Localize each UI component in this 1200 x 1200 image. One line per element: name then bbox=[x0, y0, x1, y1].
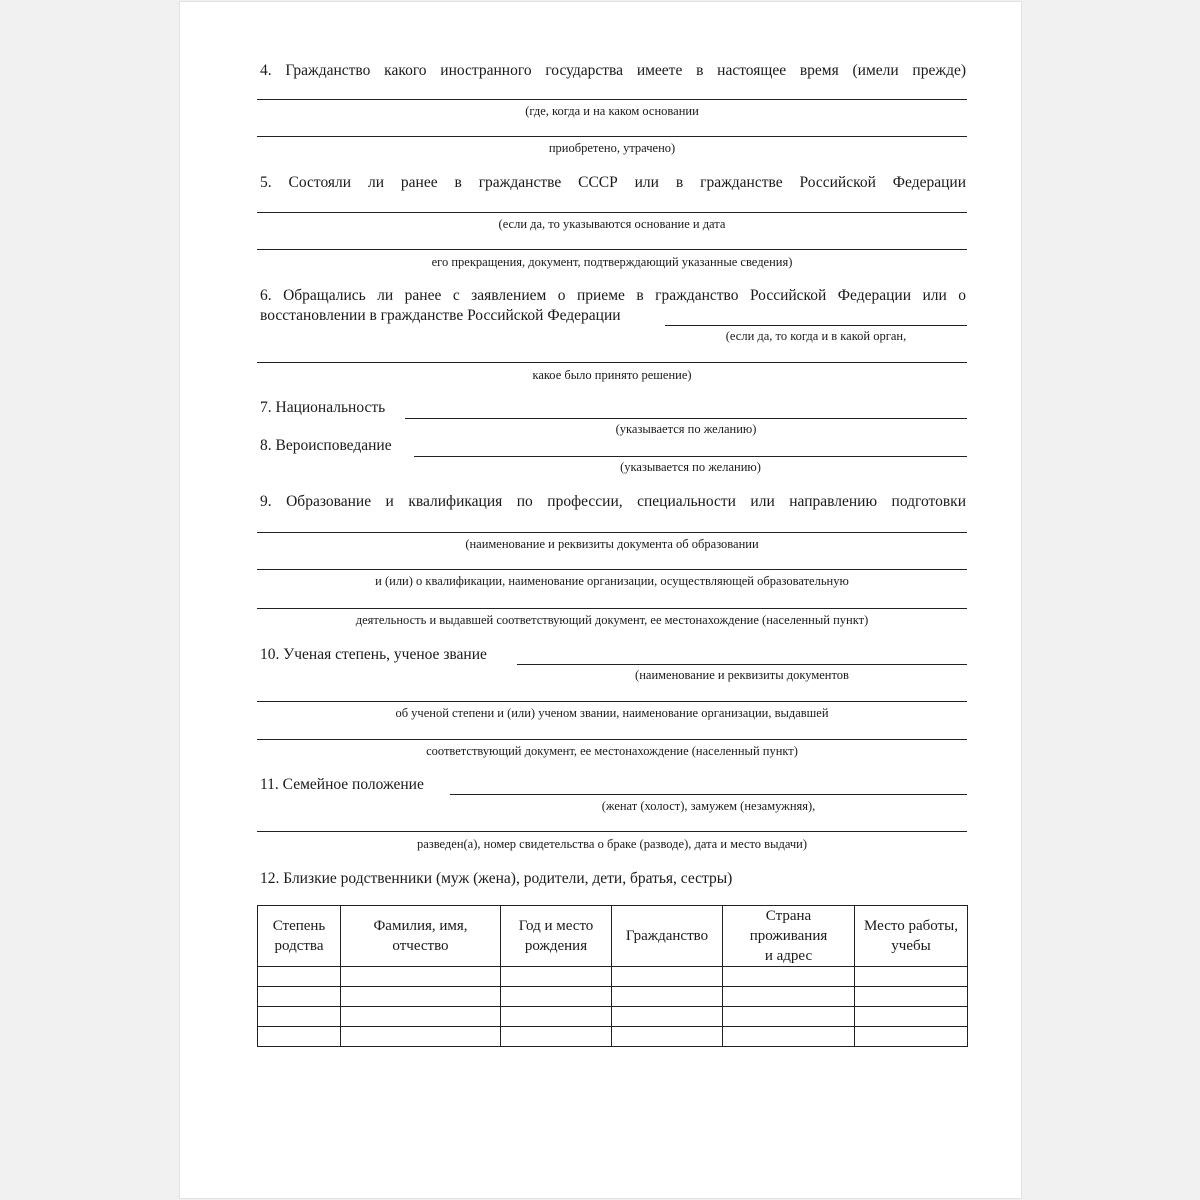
q5-answer-line-2[interactable] bbox=[257, 249, 967, 250]
table-cell[interactable] bbox=[501, 967, 612, 987]
col-header-residence-line-3: и адрес bbox=[764, 948, 813, 964]
table-row bbox=[258, 987, 968, 1007]
table-cell[interactable] bbox=[723, 1007, 855, 1027]
q10-answer-line-2[interactable] bbox=[257, 701, 967, 702]
q10-answer-line-3[interactable] bbox=[257, 739, 967, 740]
col-header-birth-line-1: Год и место bbox=[518, 918, 594, 934]
table-cell[interactable] bbox=[855, 967, 968, 987]
q7-hint: (указывается по желанию) bbox=[615, 422, 757, 436]
col-header-citizenship-line-1: Гражданство bbox=[625, 928, 709, 944]
q5-hint-1: (если да, то указываются основание и дата bbox=[498, 217, 726, 231]
col-header-residence-line-2: проживания bbox=[749, 928, 828, 944]
q9-answer-line-2[interactable] bbox=[257, 569, 967, 570]
table-cell[interactable] bbox=[612, 1007, 723, 1027]
q10-hint-3: соответствующий документ, ее местонахождение (населенный пункт) bbox=[426, 744, 798, 758]
table-cell[interactable] bbox=[341, 987, 501, 1007]
q9-answer-line-3[interactable] bbox=[257, 608, 967, 609]
col-header-birth bbox=[501, 906, 612, 967]
relatives-table bbox=[257, 905, 968, 1047]
q11-answer-line-2[interactable] bbox=[257, 831, 967, 832]
table-cell[interactable] bbox=[723, 987, 855, 1007]
table-cell[interactable] bbox=[612, 1027, 723, 1047]
q8-label: 8. Вероисповедание bbox=[260, 437, 392, 454]
table-cell[interactable] bbox=[501, 1027, 612, 1047]
q5-answer-line-1[interactable] bbox=[257, 212, 967, 213]
table-cell[interactable] bbox=[855, 987, 968, 1007]
col-header-full-name bbox=[341, 906, 501, 967]
q7-label: 7. Национальность bbox=[260, 399, 386, 416]
relatives-table-header-row bbox=[258, 906, 968, 967]
col-header-birth-line-2: рождения bbox=[524, 938, 588, 954]
col-header-citizenship bbox=[612, 906, 723, 967]
q10-hint-2: об ученой степени и (или) ученом звании, наименование организации, выдавшей bbox=[395, 706, 829, 720]
col-header-degree-line-2: родства bbox=[274, 938, 324, 954]
table-cell[interactable] bbox=[855, 1027, 968, 1047]
table-cell[interactable] bbox=[723, 967, 855, 987]
q10-label: 10. Ученая степень, ученое звание bbox=[260, 646, 487, 663]
q6-label-line-1: 6. Обращались ли ранее с заявлением о приеме в гражданство Российской Федерации или о bbox=[260, 287, 966, 304]
q6-hint-2: какое было принято решение) bbox=[532, 368, 692, 382]
col-header-work-study-line-2: учебы bbox=[891, 938, 931, 954]
table-cell[interactable] bbox=[612, 987, 723, 1007]
q9-label: 9. Образование и квалификация по профессии, специальности или направлению подготовки bbox=[260, 493, 966, 510]
table-cell[interactable] bbox=[258, 967, 341, 987]
q10-answer-line-1[interactable] bbox=[517, 664, 967, 665]
col-header-work-study bbox=[855, 906, 968, 967]
table-cell[interactable] bbox=[855, 1007, 968, 1027]
table-cell[interactable] bbox=[723, 1027, 855, 1047]
q11-hint-2: разведен(а), номер свидетельства о браке (разводе), дата и место выдачи) bbox=[416, 837, 808, 851]
col-header-residence bbox=[723, 906, 855, 967]
table-cell[interactable] bbox=[501, 987, 612, 1007]
col-header-degree-line-1: Степень bbox=[272, 918, 326, 934]
table-cell[interactable] bbox=[258, 1027, 341, 1047]
table-cell[interactable] bbox=[341, 967, 501, 987]
q7-answer-line[interactable] bbox=[405, 418, 967, 419]
q11-hint-1: (женат (холост), замужем (незамужняя), bbox=[601, 799, 816, 813]
q11-label: 11. Семейное положение bbox=[260, 776, 424, 793]
q12-label: 12. Близкие родственники (муж (жена), родители, дети, братья, сестры) bbox=[260, 870, 733, 887]
q4-hint-1: (где, когда и на каком основании bbox=[525, 104, 699, 118]
q6-answer-line-2[interactable] bbox=[257, 362, 967, 363]
q9-hint-2: и (или) о квалификации, наименование организации, осуществляющей образовательную bbox=[375, 574, 849, 588]
q4-answer-line-1[interactable] bbox=[257, 99, 967, 100]
q6-answer-line-1[interactable] bbox=[665, 325, 967, 326]
col-header-degree bbox=[258, 906, 341, 967]
col-header-full-name-line-2: отчество bbox=[392, 938, 449, 954]
q6-hint-1: (если да, то когда и в какой орган, bbox=[725, 329, 907, 343]
table-cell[interactable] bbox=[258, 987, 341, 1007]
q9-answer-line-1[interactable] bbox=[257, 532, 967, 533]
q10-hint-1: (наименование и реквизиты документов bbox=[635, 668, 849, 682]
q4-answer-line-2[interactable] bbox=[257, 136, 967, 137]
col-header-work-study-line-1: Место работы, bbox=[864, 918, 958, 934]
table-cell[interactable] bbox=[341, 1027, 501, 1047]
table-cell[interactable] bbox=[612, 967, 723, 987]
q9-hint-1: (наименование и реквизиты документа об образовании bbox=[465, 537, 759, 551]
q11-answer-line-1[interactable] bbox=[450, 794, 967, 795]
q4-hint-2: приобретено, утрачено) bbox=[548, 141, 676, 155]
table-cell[interactable] bbox=[258, 1007, 341, 1027]
table-row bbox=[258, 967, 968, 987]
col-header-residence-line-1: Страна bbox=[765, 908, 812, 924]
table-row bbox=[258, 1027, 968, 1047]
col-header-full-name-line-1: Фамилия, имя, bbox=[373, 918, 468, 934]
table-cell[interactable] bbox=[501, 1007, 612, 1027]
q5-hint-2: его прекращения, документ, подтверждающий указанные сведения) bbox=[431, 255, 793, 269]
q5-label: 5. Состояли ли ранее в гражданстве СССР или в гражданстве Российской Федерации bbox=[260, 174, 966, 191]
q9-hint-3: деятельность и выдавшей соответствующий документ, ее местонахождение (населенный пункт) bbox=[355, 613, 869, 627]
table-cell[interactable] bbox=[341, 1007, 501, 1027]
q4-label: 4. Гражданство какого иностранного государства имеете в настоящее время (имели прежде) bbox=[260, 62, 966, 79]
table-row bbox=[258, 1007, 968, 1027]
q6-label-line-2: восстановлении в гражданстве Российской Федерации bbox=[260, 307, 621, 324]
q8-hint: (указывается по желанию) bbox=[620, 460, 761, 474]
q8-answer-line[interactable] bbox=[414, 456, 967, 457]
